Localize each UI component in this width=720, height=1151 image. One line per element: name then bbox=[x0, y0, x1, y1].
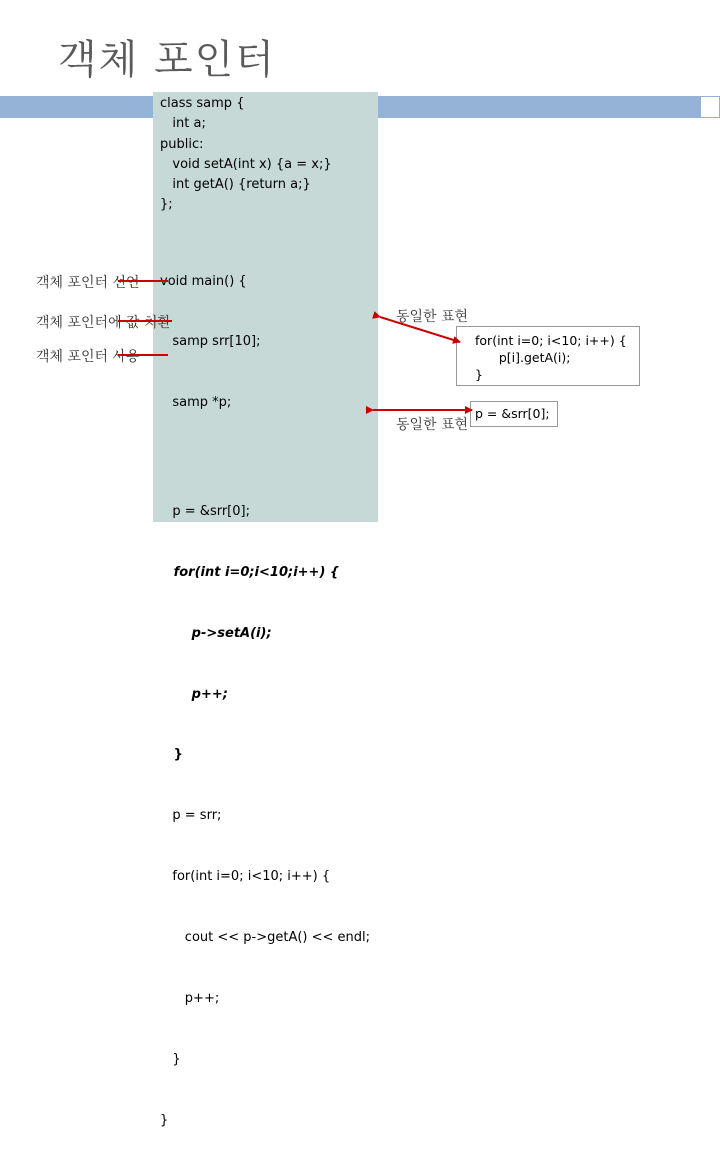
code-line: } bbox=[160, 1051, 181, 1067]
code-line: samp srr[10]; bbox=[160, 334, 261, 350]
code-line: samp *p; bbox=[160, 395, 232, 411]
equivalent-code-2: p = &srr[0]; bbox=[475, 406, 550, 421]
label-equivalent-1: 동일한 표현 bbox=[396, 309, 469, 325]
label-pointer-assign: 객체 포인터에 값 치환 bbox=[36, 315, 172, 331]
code-line-bold: for(int i=0;i<10;i++) { bbox=[160, 564, 340, 580]
code-line: p = srr; bbox=[160, 808, 222, 824]
code-line: void main() { bbox=[160, 273, 247, 289]
label-pointer-declare: 객체 포인터 선언 bbox=[36, 275, 140, 291]
code-line-bold: p->setA(i); bbox=[160, 625, 272, 641]
slide-title: 객체 포인터 bbox=[58, 37, 276, 83]
code-line: p++; bbox=[160, 990, 220, 1006]
equivalent-code-1: for(int i=0; i<10; i++) { p[i].getA(i); } bbox=[475, 333, 627, 382]
code-line: for(int i=0; i<10; i++) { bbox=[160, 869, 331, 885]
code-line-bold: p++; bbox=[160, 686, 228, 702]
label-equivalent-2: 동일한 표현 bbox=[396, 417, 469, 433]
arrow-equivalent-1 bbox=[380, 317, 460, 342]
class-definition-code: class samp { int a; public: void setA(int x) {a = x;} int getA() {return a;} }; bbox=[160, 96, 332, 213]
code-line-bold: } bbox=[160, 747, 183, 763]
code-line: p = &srr[0]; bbox=[160, 503, 250, 519]
label-pointer-use: 객체 포인터 사용 bbox=[36, 349, 140, 365]
code-line: } bbox=[160, 1112, 169, 1128]
annotation-arrows bbox=[0, 0, 720, 540]
code-line: cout << p->getA() << endl; bbox=[160, 930, 371, 946]
